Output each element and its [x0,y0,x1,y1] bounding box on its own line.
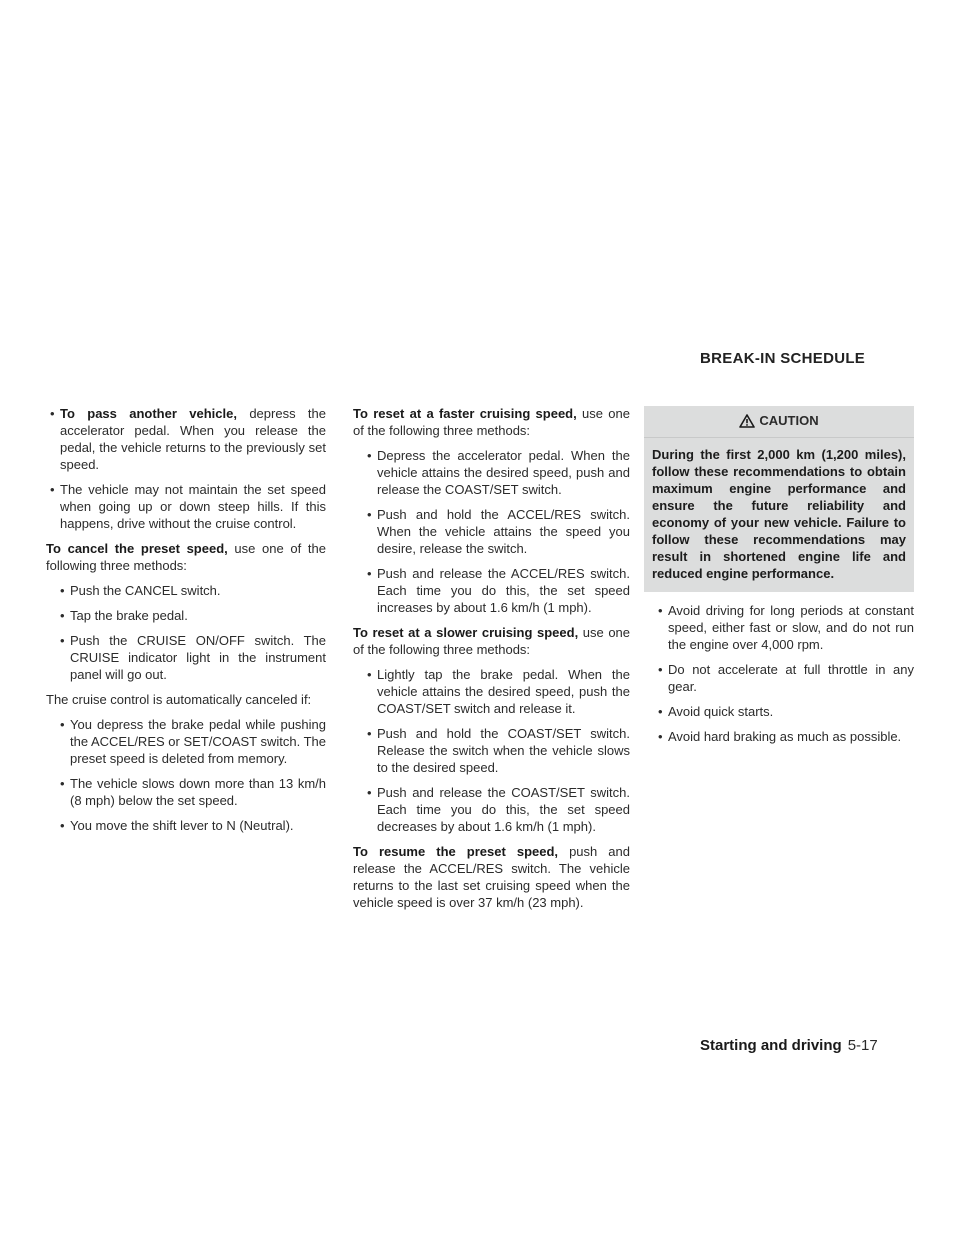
list-item: • Push and release the ACCEL/RES switch. Each time you do this, the set speed increases by about 1.6 km/h (1 mph). [353,565,630,616]
cancel-paragraph [46,540,326,574]
column-1 [46,405,326,842]
auto-cancel-list [46,716,326,834]
warning-icon [739,414,755,428]
faster-text: use one of the following three methods: [353,406,630,438]
column-2 [353,405,630,919]
caution-label: CAUTION [759,413,819,428]
section-title: BREAK-IN SCHEDULE [700,350,866,367]
caution-box [644,406,914,592]
slower-list [353,666,630,835]
list-item: • Push the CANCEL switch. [46,582,326,599]
list-item: • You move the shift lever to N (Neutral). [46,817,326,834]
footer-section: Starting and driving [700,1037,842,1054]
resume-text: push and release the ACCEL/RES switch. The vehicle returns to the last set cruising speed when the vehicle speed is over 37 km/h (23 mph). [353,844,630,910]
resume-lead: To resume the preset speed, [353,844,559,859]
list-item: • Do not accelerate at full throttle in any gear. [644,661,914,695]
cancel-text: use one of the following three methods: [46,541,326,573]
faster-paragraph [353,405,630,439]
resume-paragraph [353,843,630,911]
caution-text: During the first 2,000 km (1,200 miles), follow these recommendations to obtain maximum engine performance and ensure the future reliability and economy of your new vehicle. Failure to follow these recommendations may result in shortened engine life and reduced engine performance. [652,447,906,581]
slower-paragraph [353,624,630,658]
cancel-list [46,582,326,683]
column-3 [644,406,914,753]
pass-lead: To pass another vehicle, [60,406,237,421]
break-in-list [644,602,914,745]
pass-text: depress the accelerator pedal. When you release the pedal, the vehicle returns to the previously set speed. [60,406,326,472]
list-item: • The vehicle may not maintain the set speed when going up or down steep hills. If this happens, drive without the cruise control. [46,481,326,532]
list-item: • Push and hold the COAST/SET switch. Release the switch when the vehicle slows to the desired speed. [353,725,630,776]
list-item: • Push and hold the ACCEL/RES switch. When the vehicle attains the speed you desire, release the switch. [353,506,630,557]
list-item: • You depress the brake pedal while pushing the ACCEL/RES or SET/COAST switch. The preset speed is deleted from memory. [46,716,326,767]
list-item [46,405,326,473]
list-item: • Avoid quick starts. [644,703,914,720]
list-item: • Lightly tap the brake pedal. When the vehicle attains the desired speed, push the COAST/SET switch and release it. [353,666,630,717]
caution-header [644,410,914,438]
page-footer [700,1037,878,1054]
list-item: • Depress the accelerator pedal. When the vehicle attains the desired speed, push and release the COAST/SET switch. [353,447,630,498]
list-item: • The vehicle slows down more than 13 km/h (8 mph) below the set speed. [46,775,326,809]
list-item: • Avoid hard braking as much as possible. [644,728,914,745]
faster-list [353,447,630,616]
faster-lead: To reset at a faster cruising speed, [353,406,577,421]
cancel-lead: To cancel the preset speed, [46,541,228,556]
list-item: • Avoid driving for long periods at constant speed, either fast or slow, and do not run the engine over 4,000 rpm. [644,602,914,653]
auto-cancel-intro: The cruise control is automatically canceled if: [46,692,312,707]
slower-text: use one of the following three methods: [353,625,631,657]
slower-lead: To reset at a slower cruising speed, [353,625,579,640]
list-item: • Push the CRUISE ON/OFF switch. The CRUISE indicator light in the instrument panel will go out. [46,632,326,683]
pass-list [46,405,326,532]
page-number: 5-17 [847,1037,878,1054]
list-item: • Push and release the COAST/SET switch. Each time you do this, the set speed decreases by about 1.6 km/h (1 mph). [353,784,630,835]
list-item: • Tap the brake pedal. [46,607,326,624]
